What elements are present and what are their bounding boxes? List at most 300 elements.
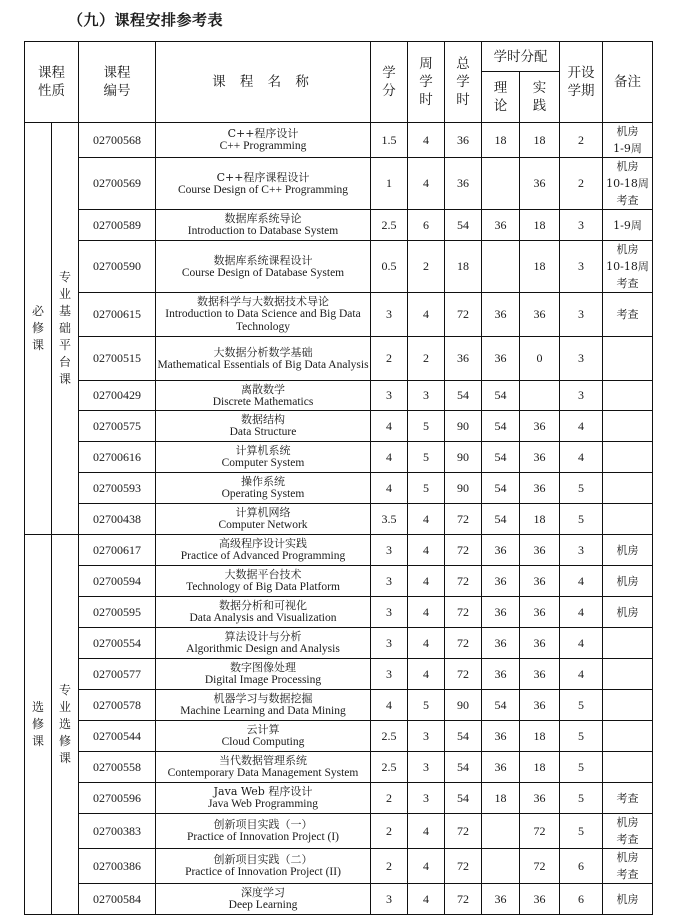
total-hours-cell: 36	[445, 123, 482, 158]
practice-hours-cell: 36	[520, 158, 560, 210]
course-name-en: Practice of Innovation Project (II)	[185, 866, 341, 878]
total-hours-cell: 54	[445, 381, 482, 411]
credits-cell: 2	[371, 814, 408, 849]
course-name-cell	[156, 210, 371, 241]
notes-line: 机房	[616, 605, 639, 619]
theory-hours-cell: 54	[482, 473, 520, 504]
course-code-cell: 02700615	[79, 293, 156, 337]
practice-hours-cell: 36	[520, 884, 560, 915]
header-weekly-hours	[408, 42, 445, 123]
course-subcategory-cell	[52, 535, 79, 915]
weekly-hours-cell: 3	[408, 752, 445, 783]
course-code-cell: 02700617	[79, 535, 156, 566]
weekly-hours-cell: 5	[408, 442, 445, 473]
header-weekly-hours-label: 周学时	[419, 56, 433, 108]
table-row	[25, 814, 653, 849]
theory-hours-cell: 36	[482, 535, 520, 566]
total-hours-cell: 72	[445, 628, 482, 659]
course-name-en: Computer Network	[218, 519, 308, 531]
header-course-name: 课 程 名 称	[156, 42, 371, 123]
table-row	[25, 849, 653, 884]
theory-hours-cell: 36	[482, 884, 520, 915]
table-row	[25, 293, 653, 337]
total-hours-cell: 72	[445, 504, 482, 535]
theory-hours-cell: 36	[482, 752, 520, 783]
course-name-cell	[156, 783, 371, 814]
course-name-cn: 数据库系统导论	[224, 212, 302, 225]
course-name-en: Discrete Mathematics	[212, 395, 314, 408]
header-course-code	[79, 42, 156, 123]
credits-cell: 3	[371, 535, 408, 566]
weekly-hours-cell: 4	[408, 814, 445, 849]
notes-cell	[603, 566, 653, 597]
total-hours-cell: 72	[445, 535, 482, 566]
course-name-cn: 大数据平台技术	[224, 568, 302, 581]
table-row	[25, 884, 653, 915]
course-name-en: Practice of Innovation Project (I)	[187, 831, 339, 843]
practice-hours-cell: 36	[520, 659, 560, 690]
course-category-cell	[25, 123, 52, 535]
notes-cell	[603, 293, 653, 337]
notes-line: 机房	[616, 543, 639, 557]
practice-hours-cell: 18	[520, 752, 560, 783]
credits-cell: 1.5	[371, 123, 408, 158]
notes-cell	[603, 690, 653, 721]
course-name-cell	[156, 814, 371, 849]
notes-cell	[603, 504, 653, 535]
course-name-cn: 机器学习与数据挖掘	[213, 692, 313, 705]
table-row	[25, 535, 653, 566]
notes-cell	[603, 473, 653, 504]
course-subcategory-label: 专业基础平台课	[58, 270, 71, 386]
course-category-label: 必修课	[31, 304, 44, 352]
practice-hours-cell: 18	[520, 123, 560, 158]
practice-hours-cell: 36	[520, 293, 560, 337]
table-row	[25, 411, 653, 442]
course-code-cell: 02700383	[79, 814, 156, 849]
theory-hours-cell	[482, 158, 520, 210]
total-hours-cell: 72	[445, 884, 482, 915]
course-name-en: Deep Learning	[228, 899, 298, 911]
course-name-cn: 创新项目实践（一）	[213, 818, 313, 831]
notes-cell	[603, 337, 653, 381]
notes-line: 机房	[616, 243, 639, 256]
course-name-en: Practice of Advanced Programming	[180, 550, 346, 562]
practice-hours-cell: 36	[520, 535, 560, 566]
credits-cell: 3	[371, 597, 408, 628]
page-title: （九）课程安排参考表	[68, 11, 224, 29]
total-hours-cell: 72	[445, 659, 482, 690]
total-hours-cell: 90	[445, 690, 482, 721]
semester-cell: 3	[560, 210, 603, 241]
course-name-cn: 数据科学与大数据技术导论	[197, 295, 329, 308]
practice-hours-cell: 36	[520, 442, 560, 473]
notes-cell	[603, 123, 653, 158]
weekly-hours-cell: 2	[408, 337, 445, 381]
course-name-cell	[156, 659, 371, 690]
notes-cell	[603, 535, 653, 566]
course-name-cell	[156, 158, 371, 210]
weekly-hours-cell: 4	[408, 123, 445, 158]
course-code-cell: 02700554	[79, 628, 156, 659]
total-hours-cell: 54	[445, 783, 482, 814]
semester-cell: 3	[560, 241, 603, 293]
header-course-code-label: 课程编号	[103, 65, 131, 99]
practice-hours-cell: 36	[520, 628, 560, 659]
practice-hours-cell: 0	[520, 337, 560, 381]
credits-cell: 4	[371, 690, 408, 721]
theory-hours-cell: 54	[482, 411, 520, 442]
course-name-cell	[156, 884, 371, 915]
course-category-cell	[25, 535, 52, 915]
semester-cell: 5	[560, 473, 603, 504]
credits-cell: 2.5	[371, 752, 408, 783]
theory-hours-cell: 54	[482, 442, 520, 473]
header-credits-label: 学分	[382, 65, 396, 99]
course-name-cn: 离散数学	[241, 382, 285, 396]
header-semester-label: 开设学期	[567, 65, 595, 99]
theory-hours-cell: 36	[482, 210, 520, 241]
credits-cell: 2	[371, 849, 408, 884]
weekly-hours-cell: 4	[408, 884, 445, 915]
course-code-cell: 02700595	[79, 597, 156, 628]
practice-hours-cell: 18	[520, 504, 560, 535]
course-name-cell	[156, 381, 371, 411]
total-hours-cell: 54	[445, 721, 482, 752]
course-name-cn: 云计算	[246, 723, 280, 736]
semester-cell: 3	[560, 293, 603, 337]
table-row	[25, 690, 653, 721]
practice-hours-cell: 36	[520, 783, 560, 814]
course-code-cell: 02700429	[79, 381, 156, 411]
table-row	[25, 721, 653, 752]
course-name-cell	[156, 442, 371, 473]
notes-cell	[603, 442, 653, 473]
notes-line: 10-18周	[606, 177, 649, 190]
course-name-cell	[156, 241, 371, 293]
course-code-cell: 02700594	[79, 566, 156, 597]
course-name-cn: 计算机网络	[235, 506, 291, 519]
weekly-hours-cell: 4	[408, 566, 445, 597]
total-hours-cell: 72	[445, 814, 482, 849]
total-hours-cell: 90	[445, 442, 482, 473]
credits-cell: 2	[371, 337, 408, 381]
notes-cell	[603, 628, 653, 659]
practice-hours-cell: 36	[520, 473, 560, 504]
table-row	[25, 158, 653, 210]
credits-cell: 4	[371, 411, 408, 442]
practice-hours-cell: 18	[520, 241, 560, 293]
header-notes: 备注	[603, 42, 653, 123]
table-row	[25, 783, 653, 814]
header-practice-label: 实践	[532, 80, 547, 114]
notes-line: 考查	[616, 308, 639, 321]
total-hours-cell: 72	[445, 293, 482, 337]
semester-cell: 6	[560, 884, 603, 915]
course-code-cell: 02700558	[79, 752, 156, 783]
header-semester	[560, 42, 603, 123]
header-course-nature	[25, 42, 79, 123]
credits-cell: 3	[371, 566, 408, 597]
course-name-cn: 高级程序设计实践	[219, 537, 307, 550]
course-code-cell: 02700569	[79, 158, 156, 210]
table-row	[25, 381, 653, 411]
course-name-en: Introduction to Data Science and Big Data Technology	[165, 308, 361, 333]
table-row	[25, 597, 653, 628]
total-hours-cell: 90	[445, 411, 482, 442]
semester-cell: 5	[560, 814, 603, 849]
practice-hours-cell: 36	[520, 690, 560, 721]
header-course-nature-label: 课程性质	[38, 65, 65, 99]
credits-cell: 2.5	[371, 721, 408, 752]
credits-cell: 4	[371, 473, 408, 504]
notes-line: 机房	[616, 851, 639, 864]
semester-cell: 2	[560, 158, 603, 210]
semester-cell: 5	[560, 690, 603, 721]
course-name-cell	[156, 690, 371, 721]
weekly-hours-cell: 5	[408, 473, 445, 504]
course-name-cell	[156, 721, 371, 752]
weekly-hours-cell: 5	[408, 411, 445, 442]
practice-hours-cell: 36	[520, 411, 560, 442]
course-name-cn: 创新项目实践（二）	[213, 853, 313, 866]
notes-cell	[603, 814, 653, 849]
credits-cell: 2	[371, 783, 408, 814]
course-name-en: Mathematical Essentials of Big Data Analysis	[157, 358, 369, 371]
course-name-en: Course Design of C++ Programming	[177, 183, 349, 196]
theory-hours-cell: 18	[482, 783, 520, 814]
course-name-cn: 深度学习	[241, 886, 285, 899]
weekly-hours-cell: 6	[408, 210, 445, 241]
course-name-cn: 大数据分析数学基础	[213, 345, 313, 359]
course-code-cell: 02700584	[79, 884, 156, 915]
course-code-cell: 02700578	[79, 690, 156, 721]
semester-cell: 2	[560, 123, 603, 158]
course-name-cell	[156, 504, 371, 535]
notes-line: 1-9周	[613, 218, 642, 232]
theory-hours-cell	[482, 241, 520, 293]
notes-cell	[603, 721, 653, 752]
course-category-label: 选修课	[31, 700, 44, 748]
course-name-en: Operating System	[221, 488, 305, 500]
course-name-cn: C++程序课程设计	[216, 170, 310, 184]
semester-cell: 5	[560, 752, 603, 783]
header-practice	[520, 72, 560, 123]
weekly-hours-cell: 3	[408, 381, 445, 411]
practice-hours-cell: 36	[520, 566, 560, 597]
notes-cell	[603, 849, 653, 884]
course-name-en: Machine Learning and Data Mining	[180, 705, 346, 717]
course-name-cn: 计算机系统	[235, 444, 291, 457]
notes-cell	[603, 158, 653, 210]
credits-cell: 3	[371, 381, 408, 411]
total-hours-cell: 54	[445, 752, 482, 783]
weekly-hours-cell: 4	[408, 293, 445, 337]
weekly-hours-cell: 4	[408, 849, 445, 884]
course-name-en: Introduction to Database System	[187, 225, 339, 237]
course-name-cell	[156, 293, 371, 337]
weekly-hours-cell: 4	[408, 659, 445, 690]
course-code-cell: 02700544	[79, 721, 156, 752]
weekly-hours-cell: 3	[408, 721, 445, 752]
course-name-en: C++ Programming	[219, 140, 307, 152]
weekly-hours-cell: 4	[408, 535, 445, 566]
course-name-cell	[156, 411, 371, 442]
course-name-cell	[156, 566, 371, 597]
semester-cell: 5	[560, 721, 603, 752]
weekly-hours-cell: 3	[408, 783, 445, 814]
header-total-hours	[445, 42, 482, 123]
theory-hours-cell	[482, 849, 520, 884]
course-name-en: Contemporary Data Management System	[167, 767, 359, 779]
semester-cell: 5	[560, 504, 603, 535]
credits-cell: 3	[371, 659, 408, 690]
course-name-cell	[156, 337, 371, 381]
course-code-cell: 02700568	[79, 123, 156, 158]
table-row	[25, 241, 653, 293]
course-name-en: Course Design of Database System	[181, 266, 345, 279]
theory-hours-cell: 36	[482, 659, 520, 690]
course-name-en: Algorithmic Design and Analysis	[186, 643, 340, 655]
course-name-en: Data Structure	[229, 426, 297, 438]
semester-cell: 4	[560, 597, 603, 628]
course-name-en: Data Analysis and Visualization	[189, 612, 337, 624]
course-code-cell: 02700438	[79, 504, 156, 535]
semester-cell: 4	[560, 659, 603, 690]
course-code-cell: 02700616	[79, 442, 156, 473]
notes-cell	[603, 411, 653, 442]
credits-cell: 1	[371, 158, 408, 210]
notes-line: 考查	[616, 868, 639, 881]
credits-cell: 3	[371, 884, 408, 915]
course-name-cn: C++程序设计	[227, 127, 299, 140]
course-code-cell: 02700590	[79, 241, 156, 293]
notes-line: 机房	[616, 892, 639, 906]
header-theory-label: 理论	[493, 80, 508, 114]
course-name-en: Digital Image Processing	[204, 674, 322, 686]
course-name-cell	[156, 473, 371, 504]
theory-hours-cell: 36	[482, 628, 520, 659]
notes-cell	[603, 752, 653, 783]
total-hours-cell: 72	[445, 597, 482, 628]
theory-hours-cell: 54	[482, 504, 520, 535]
course-subcategory-cell	[52, 123, 79, 535]
course-name-cn: 操作系统	[241, 475, 285, 488]
course-code-cell: 02700515	[79, 337, 156, 381]
weekly-hours-cell: 5	[408, 690, 445, 721]
semester-cell: 3	[560, 535, 603, 566]
notes-line: 机房	[616, 574, 639, 588]
credits-cell: 0.5	[371, 241, 408, 293]
course-name-cell	[156, 628, 371, 659]
total-hours-cell: 36	[445, 337, 482, 381]
theory-hours-cell: 54	[482, 381, 520, 411]
course-code-cell: 02700575	[79, 411, 156, 442]
table-row	[25, 752, 653, 783]
header-total-hours-label: 总学时	[456, 56, 470, 108]
table-row	[25, 337, 653, 381]
weekly-hours-cell: 4	[408, 158, 445, 210]
course-code-cell: 02700386	[79, 849, 156, 884]
notes-cell	[603, 659, 653, 690]
course-name-cell	[156, 849, 371, 884]
notes-cell	[603, 597, 653, 628]
header-credits	[371, 42, 408, 123]
table-row	[25, 210, 653, 241]
course-subcategory-label: 专业选修课	[58, 683, 71, 765]
weekly-hours-cell: 2	[408, 241, 445, 293]
course-name-cell	[156, 535, 371, 566]
course-name-cn: 数据结构	[241, 413, 285, 426]
course-code-cell: 02700577	[79, 659, 156, 690]
table-row	[25, 504, 653, 535]
course-name-en: Java Web Programming	[207, 798, 318, 810]
notes-cell	[603, 381, 653, 411]
semester-cell: 3	[560, 381, 603, 411]
notes-cell	[603, 241, 653, 293]
course-name-cn: 当代数据管理系统	[219, 754, 307, 767]
notes-cell	[603, 783, 653, 814]
theory-hours-cell	[482, 814, 520, 849]
notes-line: 10-18周	[606, 260, 649, 273]
header-hours-split: 学时分配	[482, 42, 560, 72]
notes-cell	[603, 210, 653, 241]
course-name-en: Computer System	[221, 457, 305, 469]
course-name-en: Technology of Big Data Platform	[186, 581, 340, 593]
notes-line: 考查	[616, 791, 639, 805]
weekly-hours-cell: 4	[408, 597, 445, 628]
theory-hours-cell: 18	[482, 123, 520, 158]
notes-line: 1-9周	[613, 142, 642, 155]
notes-line: 考查	[616, 277, 639, 290]
credits-cell: 3	[371, 628, 408, 659]
course-name-cell	[156, 597, 371, 628]
theory-hours-cell: 36	[482, 293, 520, 337]
theory-hours-cell: 54	[482, 690, 520, 721]
notes-line: 机房	[616, 160, 639, 173]
table-row	[25, 123, 653, 158]
course-schedule-table	[24, 41, 653, 915]
notes-line: 机房	[616, 125, 639, 138]
table-row	[25, 659, 653, 690]
credits-cell: 4	[371, 442, 408, 473]
course-code-cell: 02700589	[79, 210, 156, 241]
semester-cell: 4	[560, 411, 603, 442]
semester-cell: 3	[560, 337, 603, 381]
total-hours-cell: 72	[445, 566, 482, 597]
course-name-cn: 算法设计与分析	[224, 630, 302, 643]
course-name-cell	[156, 123, 371, 158]
practice-hours-cell: 36	[520, 597, 560, 628]
course-code-cell: 02700593	[79, 473, 156, 504]
theory-hours-cell: 36	[482, 721, 520, 752]
practice-hours-cell: 72	[520, 849, 560, 884]
theory-hours-cell: 36	[482, 597, 520, 628]
total-hours-cell: 72	[445, 849, 482, 884]
total-hours-cell: 54	[445, 210, 482, 241]
notes-cell	[603, 884, 653, 915]
practice-hours-cell	[520, 381, 560, 411]
credits-cell: 3	[371, 293, 408, 337]
theory-hours-cell: 36	[482, 566, 520, 597]
table-row	[25, 566, 653, 597]
notes-line: 考查	[616, 833, 639, 846]
semester-cell: 4	[560, 442, 603, 473]
weekly-hours-cell: 4	[408, 504, 445, 535]
credits-cell: 3.5	[371, 504, 408, 535]
practice-hours-cell: 72	[520, 814, 560, 849]
course-name-cn: Java Web 程序设计	[213, 785, 313, 798]
